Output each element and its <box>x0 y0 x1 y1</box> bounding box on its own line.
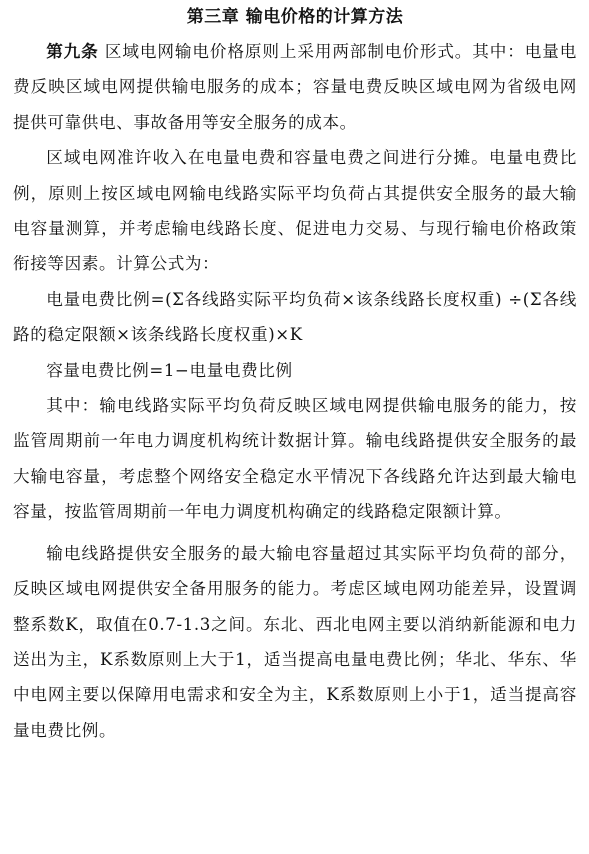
article-9-paragraph-1 <box>13 34 577 140</box>
formula-energy-charge-ratio: 电量电费比例=(Σ各线路实际平均负荷×该条线路长度权重) ÷(Σ各线路的稳定限额×该条线路长度权重)×K <box>13 289 577 345</box>
article-9-paragraph-2: 区域电网准许收入在电量电费和容量电费之间进行分摊。电量电费比例，原则上按区域电网输电线路实际平均负荷占其提供安全服务的最大输电容量测算，并考虑输电线路长度、促进电力交易、与现行输电价格政策衔接等因素。计算公式为： <box>13 148 577 274</box>
formula-capacity-charge-ratio: 容量电费比例=1−电量电费比例 <box>46 360 293 380</box>
chapter-title: 第三章 输电价格的计算方法 <box>186 7 404 27</box>
article-9-paragraph-1-text: 区域电网输电价格原则上采用两部制电价形式。其中：电量电费反映区域电网提供输电服务的成本；容量电费反映区域电网为省级电网提供可靠供电、事故备用等安全服务的成本。 <box>13 42 577 132</box>
article-number: 第九条 <box>46 42 99 61</box>
article-9-paragraph-4: 输电线路提供安全服务的最大输电容量超过其实际平均负荷的部分，反映区域电网提供安全备用服务的能力。考虑区域电网功能差异，设置调整系数K，取值在0.7-1.3之间。东北、西北电网主要以消纳新能源和电力送出为主，K系数原则上大于1，适当提高电量电费比例；华北、华东、华中电网主要以保障用电需求和安全为主，K系数原则上小于1，适当提高容量电费比例。 <box>13 543 577 740</box>
article-9-paragraph-3: 其中：输电线路实际平均负荷反映区域电网提供输电服务的能力，按监管周期前一年电力调度机构统计数据计算。输电线路提供安全服务的最大输电容量，考虑整个网络安全稳定水平情况下各线路允许达到最大输电容量，按监管周期前一年电力调度机构确定的线路稳定限额计算。 <box>13 396 577 522</box>
